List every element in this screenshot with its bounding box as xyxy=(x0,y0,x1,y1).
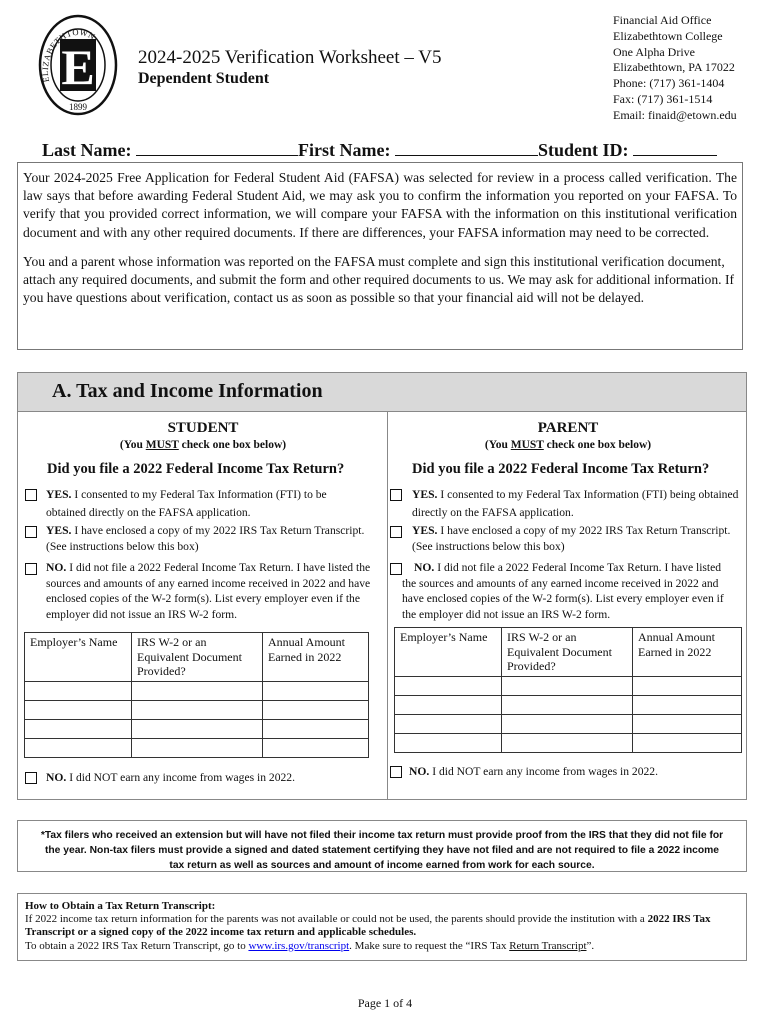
student-instruction: (You MUST check one box below) xyxy=(119,439,287,451)
tax-filer-note: *Tax filers who received an extension but will have not filed their income tax return must provide proof from the IRS that they did not file for the year. Non-tax filers must provide a signed and dated statement certifying they have not filed and are not required to file a 2022 income tax return as well as sources and amount of income earned from work for each source. xyxy=(17,820,747,872)
first-name-field[interactable] xyxy=(395,140,538,156)
parent-yes-transcript-option: YES. I have enclosed a copy of my 2022 IRS Tax Return Transcript. (See instructions below this box) xyxy=(412,524,731,553)
irs-transcript-link[interactable]: www.irs.gov/transcript xyxy=(248,939,350,952)
parent-no-income-checkbox[interactable] xyxy=(390,766,402,778)
intro-paragraph-1: Your 2024-2025 Free Application for Federal Student Aid (FAFSA) was selected for review in a process called verification. The law says that before awarding Federal Student Aid, we may ask you to confirm the information you reported on your FAFSA. To verify that you provided correct information, we will compare your FAFSA with the information on this institutional verification document and with any other required documents. If there are differences, your FAFSA information may need to be corrected. xyxy=(23,170,737,240)
parent-no-income-option: NO. I did NOT earn any income from wages in 2022. xyxy=(409,765,659,778)
section-a xyxy=(17,372,747,800)
student-cell[interactable] xyxy=(25,719,132,738)
student-cell[interactable] xyxy=(25,700,132,719)
table-row xyxy=(395,695,742,714)
parent-cell[interactable] xyxy=(502,733,633,752)
transcript-instructions-line-2: To obtain a 2022 IRS Tax Return Transcript, go to www.irs.gov/transcript. Make sure to request the “IRS Tax Return Transcript”. xyxy=(25,939,595,952)
student-cell[interactable] xyxy=(263,700,369,719)
student-yes-transcript-option: YES. I have enclosed a copy of my 2022 IRS Tax Return Transcript. (See instructions below this box) xyxy=(46,524,365,553)
student-cell[interactable] xyxy=(263,681,369,700)
student-no-income-checkbox[interactable] xyxy=(25,772,37,784)
parent-yes-fti-option: YES. I consented to my Federal Tax Information (FTI) being obtained directly on the FAFSA application. xyxy=(412,488,739,519)
student-question: Did you file a 2022 Federal Income Tax Return? xyxy=(47,461,345,477)
name-row xyxy=(42,140,717,161)
student-no-income-option: NO. I did NOT earn any income from wages in 2022. xyxy=(46,771,296,784)
intro-box xyxy=(17,162,743,350)
last-name-label: Last Name: xyxy=(42,140,132,160)
section-a-header xyxy=(18,373,746,412)
parent-cell[interactable] xyxy=(633,714,742,733)
section-a-title: A. Tax and Income Information xyxy=(52,380,323,402)
student-id-label: Student ID: xyxy=(537,140,629,160)
table-row xyxy=(395,676,742,695)
parent-col-employer: Employer’s Name xyxy=(395,628,502,677)
page-subtitle: Dependent Student xyxy=(138,70,270,87)
parent-cell[interactable] xyxy=(395,733,502,752)
office-address xyxy=(613,13,737,124)
student-cell[interactable] xyxy=(132,681,263,700)
intro-paragraph-2: You and a parent whose information was reported on the FAFSA must complete and sign this institutional verification document, attach any required documents, and submit the form and other required documents to us. We may ask for additional information. If you have questions about verification, contact us as soon as possible so that your financial aid will not be delayed. xyxy=(23,253,734,306)
parent-no-filed-option: NO. I did not file a 2022 Federal Income Tax Return. I have listed the sources and amounts of any earned income received in 2022 and have enclosed copies of the W-2 form(s). List every employer even if the employer did not issue an IRS W-2 form. xyxy=(402,561,724,621)
table-row xyxy=(25,681,369,700)
office-line: Elizabethtown College xyxy=(613,28,723,43)
parent-cell[interactable] xyxy=(395,714,502,733)
seal-letter: E xyxy=(61,39,95,95)
parent-no-filed-checkbox[interactable] xyxy=(390,563,402,575)
student-no-filed-checkbox[interactable] xyxy=(25,563,37,575)
parent-cell[interactable] xyxy=(395,695,502,714)
student-col-employer: Employer’s Name xyxy=(25,633,132,682)
student-employer-table xyxy=(24,632,369,758)
parent-employer-table xyxy=(394,627,742,753)
office-line: Elizabethtown, PA 17022 xyxy=(613,60,735,75)
parent-heading: PARENT xyxy=(537,420,599,436)
page-title: 2024-2025 Verification Worksheet – V5 xyxy=(138,47,442,68)
office-phone: Phone: (717) 361-1404 xyxy=(613,76,725,91)
parent-cell[interactable] xyxy=(502,714,633,733)
student-col-w2: IRS W-2 or an Equivalent Document Provided? xyxy=(132,633,263,682)
last-name-field[interactable] xyxy=(136,140,298,156)
column-divider xyxy=(387,411,388,799)
transcript-instructions xyxy=(17,893,747,961)
table-row xyxy=(25,700,369,719)
student-cell[interactable] xyxy=(132,700,263,719)
student-cell[interactable] xyxy=(263,719,369,738)
student-col-amount: Annual Amount Earned in 2022 xyxy=(263,633,369,682)
transcript-instructions-line-1: If 2022 income tax return information for the parents was not available or could not be used, the parents should provide the institution with a 2022 IRS Tax Transcript or a signed copy of the 2022 income tax return and applicable schedules. xyxy=(25,913,711,939)
table-row xyxy=(395,714,742,733)
student-yes-transcript-checkbox[interactable] xyxy=(25,526,37,538)
parent-yes-transcript-checkbox[interactable] xyxy=(390,526,402,538)
office-line: Financial Aid Office xyxy=(613,13,712,27)
parent-cell[interactable] xyxy=(395,676,502,695)
office-email: Email: finaid@etown.edu xyxy=(613,107,737,122)
student-yes-fti-checkbox[interactable] xyxy=(25,489,37,501)
student-column-heading xyxy=(43,420,363,451)
college-seal-logo xyxy=(38,14,118,116)
table-row xyxy=(25,738,369,757)
parent-yes-fti-checkbox[interactable] xyxy=(390,489,402,501)
parent-cell[interactable] xyxy=(502,695,633,714)
table-row xyxy=(395,733,742,752)
office-fax: Fax: (717) 361-1514 xyxy=(613,91,713,106)
student-yes-fti-option: YES. I consented to my Federal Tax Information (FTI) to be obtained directly on the FAFSA application. xyxy=(46,488,327,519)
seal-year: 1899 xyxy=(69,102,87,112)
parent-cell[interactable] xyxy=(502,676,633,695)
parent-col-amount: Annual Amount Earned in 2022 xyxy=(633,628,742,677)
table-row xyxy=(25,719,369,738)
student-cell[interactable] xyxy=(263,738,369,757)
seal-text: ELIZABETHTOWN xyxy=(39,26,98,84)
page-number: Page 1 of 4 xyxy=(357,996,413,1010)
parent-col-w2: IRS W-2 or an Equivalent Document Provided? xyxy=(502,628,633,677)
student-cell[interactable] xyxy=(132,719,263,738)
office-line: One Alpha Drive xyxy=(613,44,695,59)
first-name-label: First Name: xyxy=(297,140,391,160)
student-heading: STUDENT xyxy=(167,420,239,436)
student-no-filed-option: NO. I did not file a 2022 Federal Income Tax Return. I have listed the sources and amounts of any earned income received in 2022 and have enclosed copies of the W-2 form(s). List every employer even if the employer did not issue an IRS W-2 form. xyxy=(46,561,371,621)
parent-column-heading xyxy=(408,420,728,451)
student-id-field[interactable] xyxy=(633,140,717,156)
parent-cell[interactable] xyxy=(633,733,742,752)
parent-cell[interactable] xyxy=(633,695,742,714)
student-cell[interactable] xyxy=(132,738,263,757)
student-cell[interactable] xyxy=(25,738,132,757)
transcript-instructions-title: How to Obtain a Tax Return Transcript: xyxy=(25,900,216,912)
student-cell[interactable] xyxy=(25,681,132,700)
parent-question: Did you file a 2022 Federal Income Tax Return? xyxy=(412,461,710,477)
parent-instruction: (You MUST check one box below) xyxy=(484,439,652,451)
parent-cell[interactable] xyxy=(633,676,742,695)
